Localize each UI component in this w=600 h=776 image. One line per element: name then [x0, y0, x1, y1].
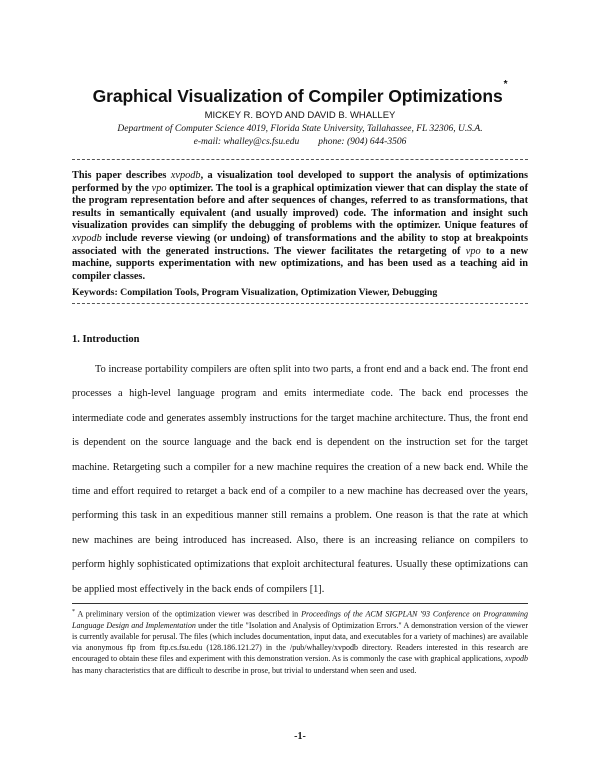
paper-title — [0, 79, 600, 107]
footnote-mark: * — [72, 609, 75, 615]
footnote-text: has many characteristics that are difficult to describe in prose, but trivial to understand when seen and used. — [72, 665, 417, 675]
abstract-text: to a new machine, supports experimentation with new optimizations, and has been used as a teaching aid in compiler classes. — [72, 245, 529, 282]
abstract — [72, 170, 528, 283]
page-number: -1- — [294, 731, 306, 742]
contact-line — [0, 137, 600, 147]
authors: MICKEY R. BOYD AND DAVID B. WHALLEY — [204, 110, 396, 121]
abstract-text: This paper describes — [72, 170, 171, 181]
section-heading: 1. Introduction — [72, 334, 140, 345]
top-divider — [72, 159, 528, 160]
intro-paragraph: To increase portability compilers are often split into two parts, a front end and a back end. The front end processes a high-level language program and emits intermediate code. The back end processes the intermediate code and generates assembly instructions for the target machine architecture. Thus, the front end is dependent on the source language and the back end is dependent on the instruction set for the target machine. Retargeting such a compiler for a new machine requires the creation of a new back end. While the time and effort required to retarget a back end of a compiler to a new machine has decreased over the years, performing this task in an expeditious manner still remains a problem. One reason is that the rate at which new machines are being introduced has increased. Also, there is an increasing reliance on compilers to perform highly sophisticated optimizations that exploit architectural features. Usually these optimizations can be applied most effectively in the back ends of compilers [1]. — [72, 364, 528, 595]
title-footnote-mark: * — [503, 79, 508, 91]
footnote-rule — [72, 603, 528, 604]
affiliation: Department of Computer Science 4019, Florida State University, Tallahassee, FL 32306, U.S.A. — [117, 124, 483, 134]
abstract-tool-name: xvpodb — [170, 170, 201, 181]
abstract-optimizer-name: vpo — [465, 245, 481, 257]
email: e-mail: whalley@cs.fsu.edu — [193, 137, 300, 147]
footnote-conference: Proceedings of the ACM SIGPLAN '93 Conference on Programming Language Design and Implementation — [72, 609, 528, 630]
footnote — [72, 607, 528, 676]
abstract-text: , a visualization tool developed to support the analysis of optimizations performed by the — [72, 170, 528, 194]
footnote-text: A preliminary version of the optimization viewer was described in — [75, 609, 302, 619]
footnote-tool-name: xvpodb — [504, 654, 528, 664]
phone: phone: (904) 644-3506 — [318, 137, 407, 147]
abstract-tool-name: xvpodb — [72, 232, 102, 244]
footnote-text: under the title "Isolation and Analysis of Optimization Errors." A demonstration version of the viewer is currently available for perusal. The files (which includes documentation, input data, and executables for a variety of machines) are available via anonymous ftp from ftp.cs.fsu.edu (128.186.121.27) in the /pub/whalley/xvpodb directory. Readers interested in this research are encouraged to obtain these files and experiment with this demonstration version. As is commonly the case with graphical applications, — [72, 620, 529, 664]
keywords: Keywords: Compilation Tools, Program Visualization, Optimization Viewer, Debugging — [72, 287, 438, 298]
abstract-text: optimizer. The tool is a graphical optimization viewer that can display the state of the program representation before and after sequences of changes, referred to as transformations, that results in semantically equivalent (and usually improved) code. The information and insight such visualization provides can simplify the debugging of problems with the optimizer. Unique features of — [72, 182, 528, 232]
bottom-divider — [72, 303, 528, 304]
abstract-optimizer-name: vpo — [151, 182, 167, 194]
abstract-text: include reverse viewing (or undoing) of transformations and the ability to stop at breakpoints associated with the generated instructions. The viewer facilitates the retargeting of — [72, 232, 528, 257]
title-text: Graphical Visualization of Compiler Optimizations — [92, 86, 503, 106]
